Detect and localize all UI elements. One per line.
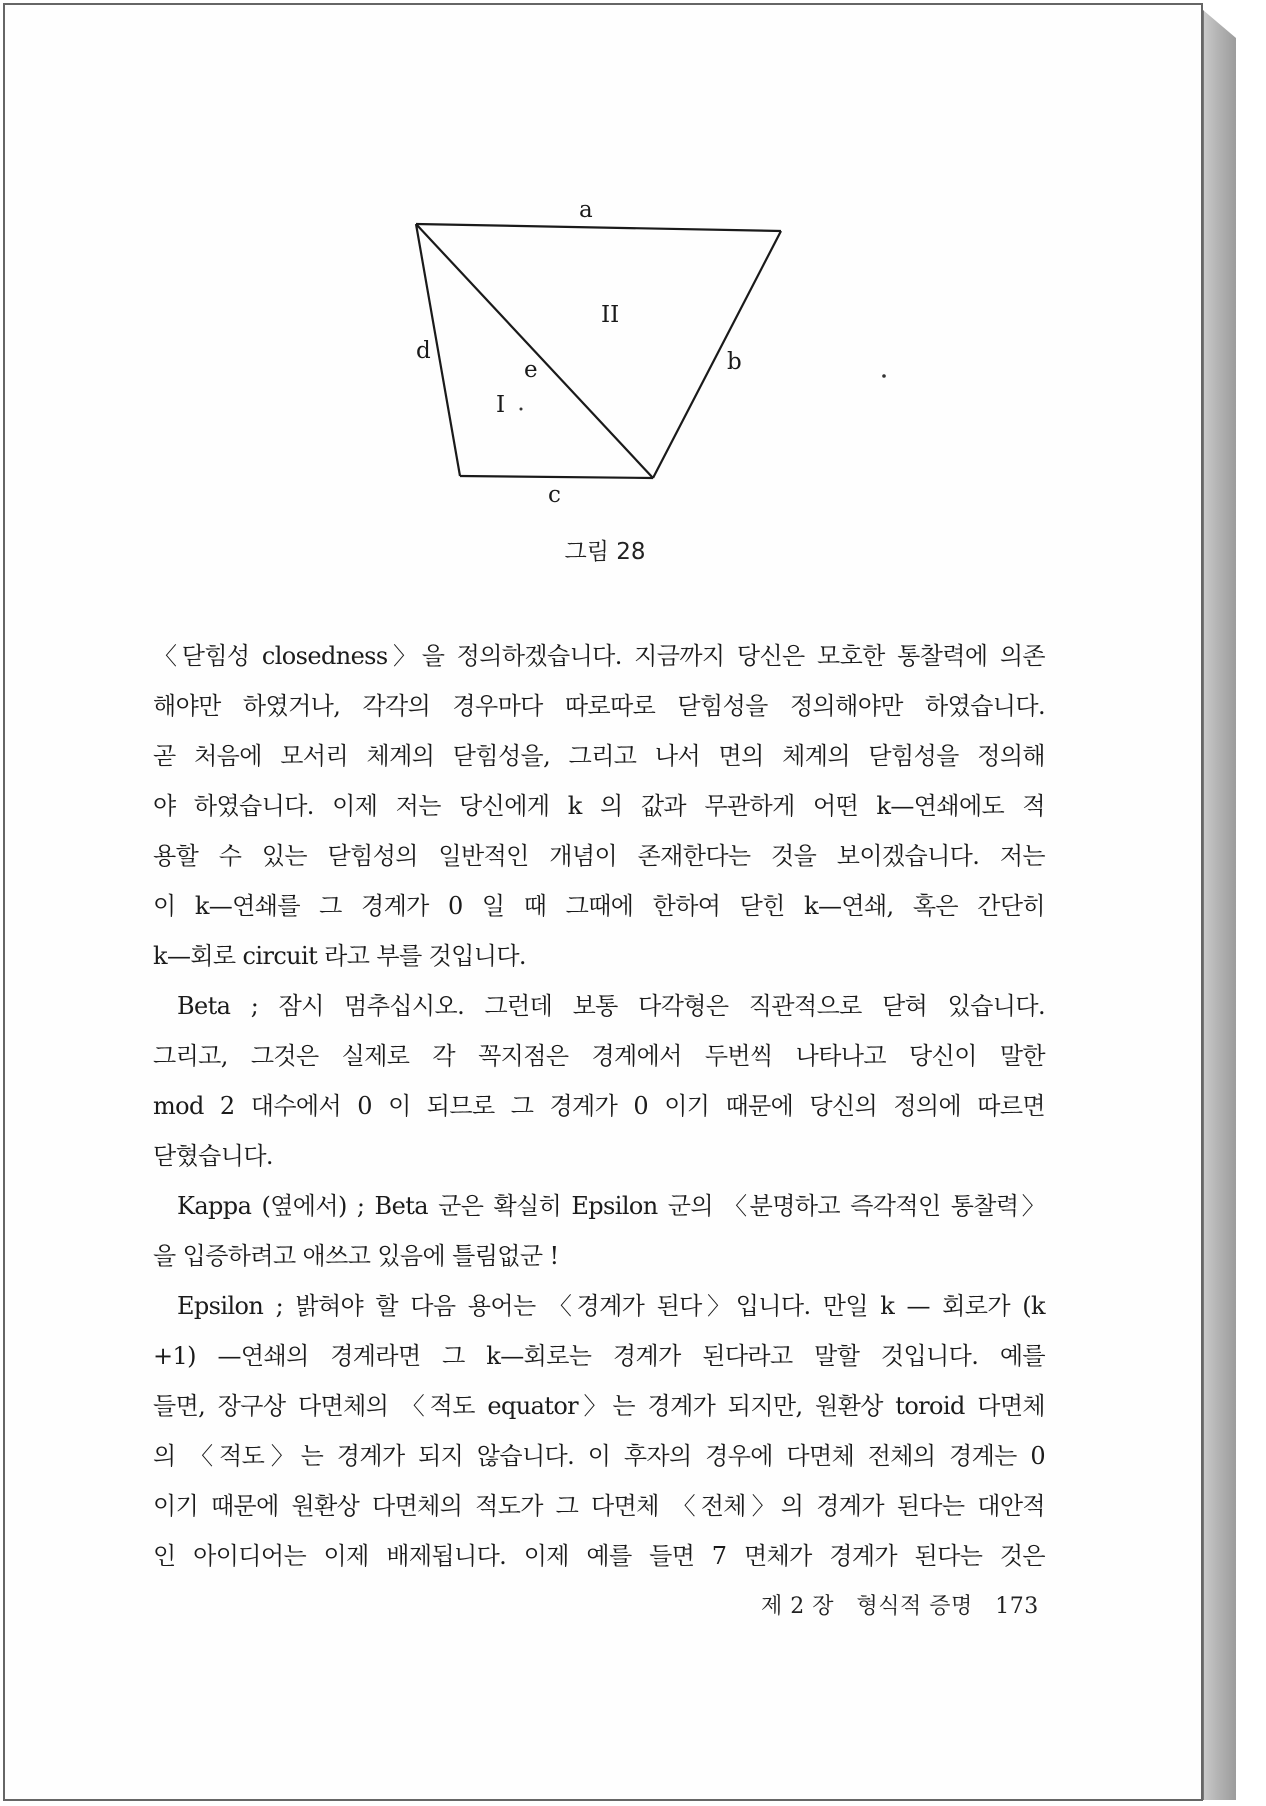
text-line: Kappa (옆에서) ; Beta 군은 확실히 Epsilon 군의 〈분명하고 즉각적인 통찰력〉 — [177, 1192, 1045, 1220]
page-footer — [761, 1589, 1039, 1620]
speck-dot — [882, 374, 886, 378]
text-line: Epsilon ; 밝혀야 할 다음 용어는 〈경계가 된다〉입니다. 만일 k — 회로가 (k — [177, 1292, 1045, 1320]
text-line: 해야만 하였거나, 각각의 경우마다 따로따로 닫힘성을 정의해야만 하였습니다. — [153, 692, 1045, 720]
figure-28-diagram — [5, 5, 1205, 525]
text-line: 이기 때문에 원환상 다면체의 적도가 그 다면체 〈전체〉의 경계가 된다는 대안적 — [153, 1492, 1045, 1520]
text-line: mod 2 대수에서 0 이 되므로 그 경계가 0 이기 때문에 당신의 정의에 따르면 — [153, 1092, 1045, 1120]
text-line: 용할 수 있는 닫힘성의 일반적인 개념이 존재한다는 것을 보이겠습니다. 저는 — [153, 842, 1045, 870]
body-text — [153, 631, 1045, 1581]
chapter-title: 형식적 증명 — [856, 1594, 973, 1619]
figure-caption: 그림 28 — [564, 539, 646, 565]
text-line: 을 입증하려고 애쓰고 있음에 틀림없군 ! — [153, 1242, 559, 1270]
edge-c — [460, 476, 653, 478]
page-number: 173 — [995, 1594, 1039, 1619]
text-line: 그리고, 그것은 실제로 각 꼭지점은 경계에서 두번씩 나타나고 당신이 말한 — [153, 1042, 1045, 1070]
text-line: 의 〈적도〉는 경계가 되지 않습니다. 이 후자의 경우에 다면체 전체의 경계는 0 — [153, 1442, 1045, 1470]
label-region-1: I — [496, 392, 506, 418]
paragraph — [153, 1281, 1045, 1581]
paragraph — [153, 631, 1045, 981]
speck-dot — [520, 408, 523, 411]
book-page — [3, 3, 1203, 1801]
paragraph — [153, 981, 1045, 1181]
page-stack-edge — [1203, 10, 1236, 1800]
edge-a — [416, 224, 781, 231]
edge-e — [416, 224, 653, 478]
text-line: +1) —연쇄의 경계라면 그 k—회로는 경계가 된다라고 말할 것입니다. 예를 — [153, 1342, 1045, 1370]
paragraph — [153, 1181, 1045, 1281]
label-region-2: II — [601, 302, 620, 328]
text-line: 〈닫힘성 closedness〉을 정의하겠습니다. 지금까지 당신은 모호한 통찰력에 의존 — [153, 642, 1045, 670]
edge-b — [653, 231, 781, 478]
text-line: 곧 처음에 모서리 체계의 닫힘성을, 그리고 나서 면의 체계의 닫힘성을 정의해 — [153, 742, 1045, 770]
text-line: 이 k—연쇄를 그 경계가 0 일 때 그때에 한하여 닫힌 k—연쇄, 혹은 간단히 — [153, 892, 1045, 920]
label-a: a — [579, 197, 593, 223]
label-e: e — [524, 357, 538, 383]
text-line: 야 하였습니다. 이제 저는 당신에게 k 의 값과 무관하게 어떤 k—연쇄에도 적 — [153, 792, 1045, 820]
chapter-label: 제 2 장 — [761, 1594, 834, 1619]
label-b: b — [727, 349, 742, 375]
text-line: Beta ; 잠시 멈추십시오. 그런데 보통 다각형은 직관적으로 닫혀 있습니다. — [177, 992, 1045, 1020]
text-line: k—회로 circuit 라고 부를 것입니다. — [153, 942, 526, 970]
label-d: d — [416, 338, 431, 364]
text-line: 인 아이디어는 이제 배제됩니다. 이제 예를 들면 7 면체가 경계가 된다는 것은 — [153, 1542, 1045, 1570]
label-c: c — [548, 482, 561, 508]
text-line: 들면, 장구상 다면체의 〈적도 equator〉는 경계가 되지만, 원환상 toroid 다면체 — [153, 1392, 1045, 1420]
text-line: 닫혔습니다. — [153, 1142, 273, 1170]
